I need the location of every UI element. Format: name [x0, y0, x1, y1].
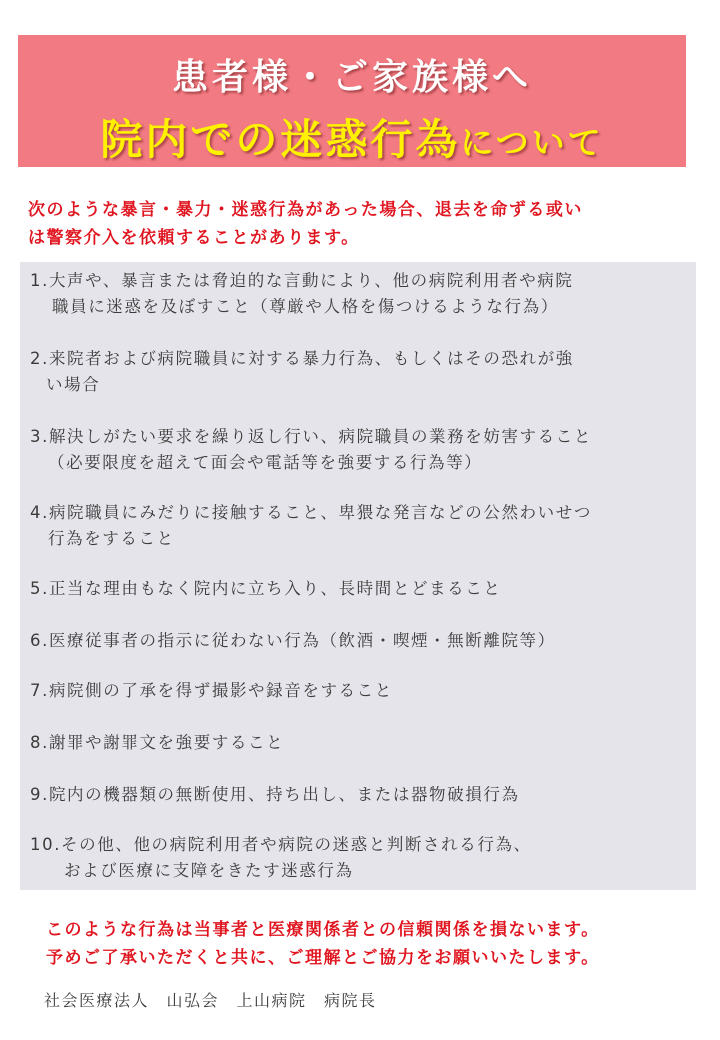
prohibited-acts-list — [20, 262, 696, 890]
list-item-line: 6.医療従事者の指示に従わない行為（飲酒・喫煙・無断離院等） — [30, 631, 556, 650]
list-item — [30, 424, 696, 476]
list-item-line: 2.来院者および病院職員に対する暴力行為、もしくはその恐れが強 — [30, 349, 574, 368]
list-item — [30, 782, 696, 808]
list-item — [30, 730, 696, 756]
list-item-line: 行為をすること — [48, 529, 175, 548]
list-item-line: および医療に支障をきたす迷惑行為 — [64, 861, 354, 880]
list-item-line: 9.院内の機器類の無断使用、持ち出し、または器物破損行為 — [30, 785, 520, 804]
list-item — [30, 500, 696, 552]
intro-warning — [28, 196, 698, 252]
list-item — [30, 678, 696, 704]
list-item — [30, 832, 696, 884]
intro-line-1: 次のような暴言・暴力・迷惑行為があった場合、退去を命ずる或い — [28, 200, 583, 220]
list-item-line: 4.病院職員にみだりに接触すること、卑猥な発言などの公然わいせつ — [30, 503, 592, 522]
list-item-line: 8.謝罪や謝罪文を強要すること — [30, 733, 285, 752]
list-item — [30, 346, 696, 398]
banner-subheading — [18, 107, 686, 167]
list-item-line: い場合 — [46, 375, 101, 394]
list-item-line: （必要限度を超えて面会や電話等を強要する行為等） — [48, 453, 483, 472]
list-item — [30, 628, 696, 654]
closing-line-2: 予めご了承いただくと共に、ご理解とご協力をお願いいたします。 — [46, 948, 600, 968]
signature: 社会医療法人 山弘会 上山病院 病院長 — [44, 991, 377, 1010]
list-item-line: 1.大声や、暴言または脅迫的な言動により、他の病院利用者や病院 — [30, 271, 574, 290]
banner-subheading-main: 院内での迷惑行為 — [100, 115, 461, 164]
title-banner — [18, 35, 686, 167]
list-item-line: 5.正当な理由もなく院内に立ち入り、長時間とどまること — [30, 579, 502, 598]
list-item — [30, 268, 696, 320]
list-item-line: 職員に迷惑を及ぼすこと（尊厳や人格を傷つけるような行為） — [52, 297, 559, 316]
list-item-line: 10.その他、他の病院利用者や病院の迷惑と判断される行為、 — [30, 835, 532, 854]
closing-line-1: このような行為は当事者と医療関係者との信頼関係を損ないます。 — [46, 920, 600, 940]
intro-line-2: は警察介入を依頼することがあります。 — [28, 228, 360, 248]
list-item — [30, 576, 696, 602]
banner-subheading-tail: について — [460, 123, 604, 162]
list-item-line: 3.解決しがたい要求を繰り返し行い、病院職員の業務を妨害すること — [30, 427, 592, 446]
closing-message — [46, 916, 706, 972]
banner-heading: 患者様・ご家族様へ — [171, 57, 532, 98]
list-item-line: 7.病院側の了承を得ず撮影や録音をすること — [30, 681, 393, 700]
